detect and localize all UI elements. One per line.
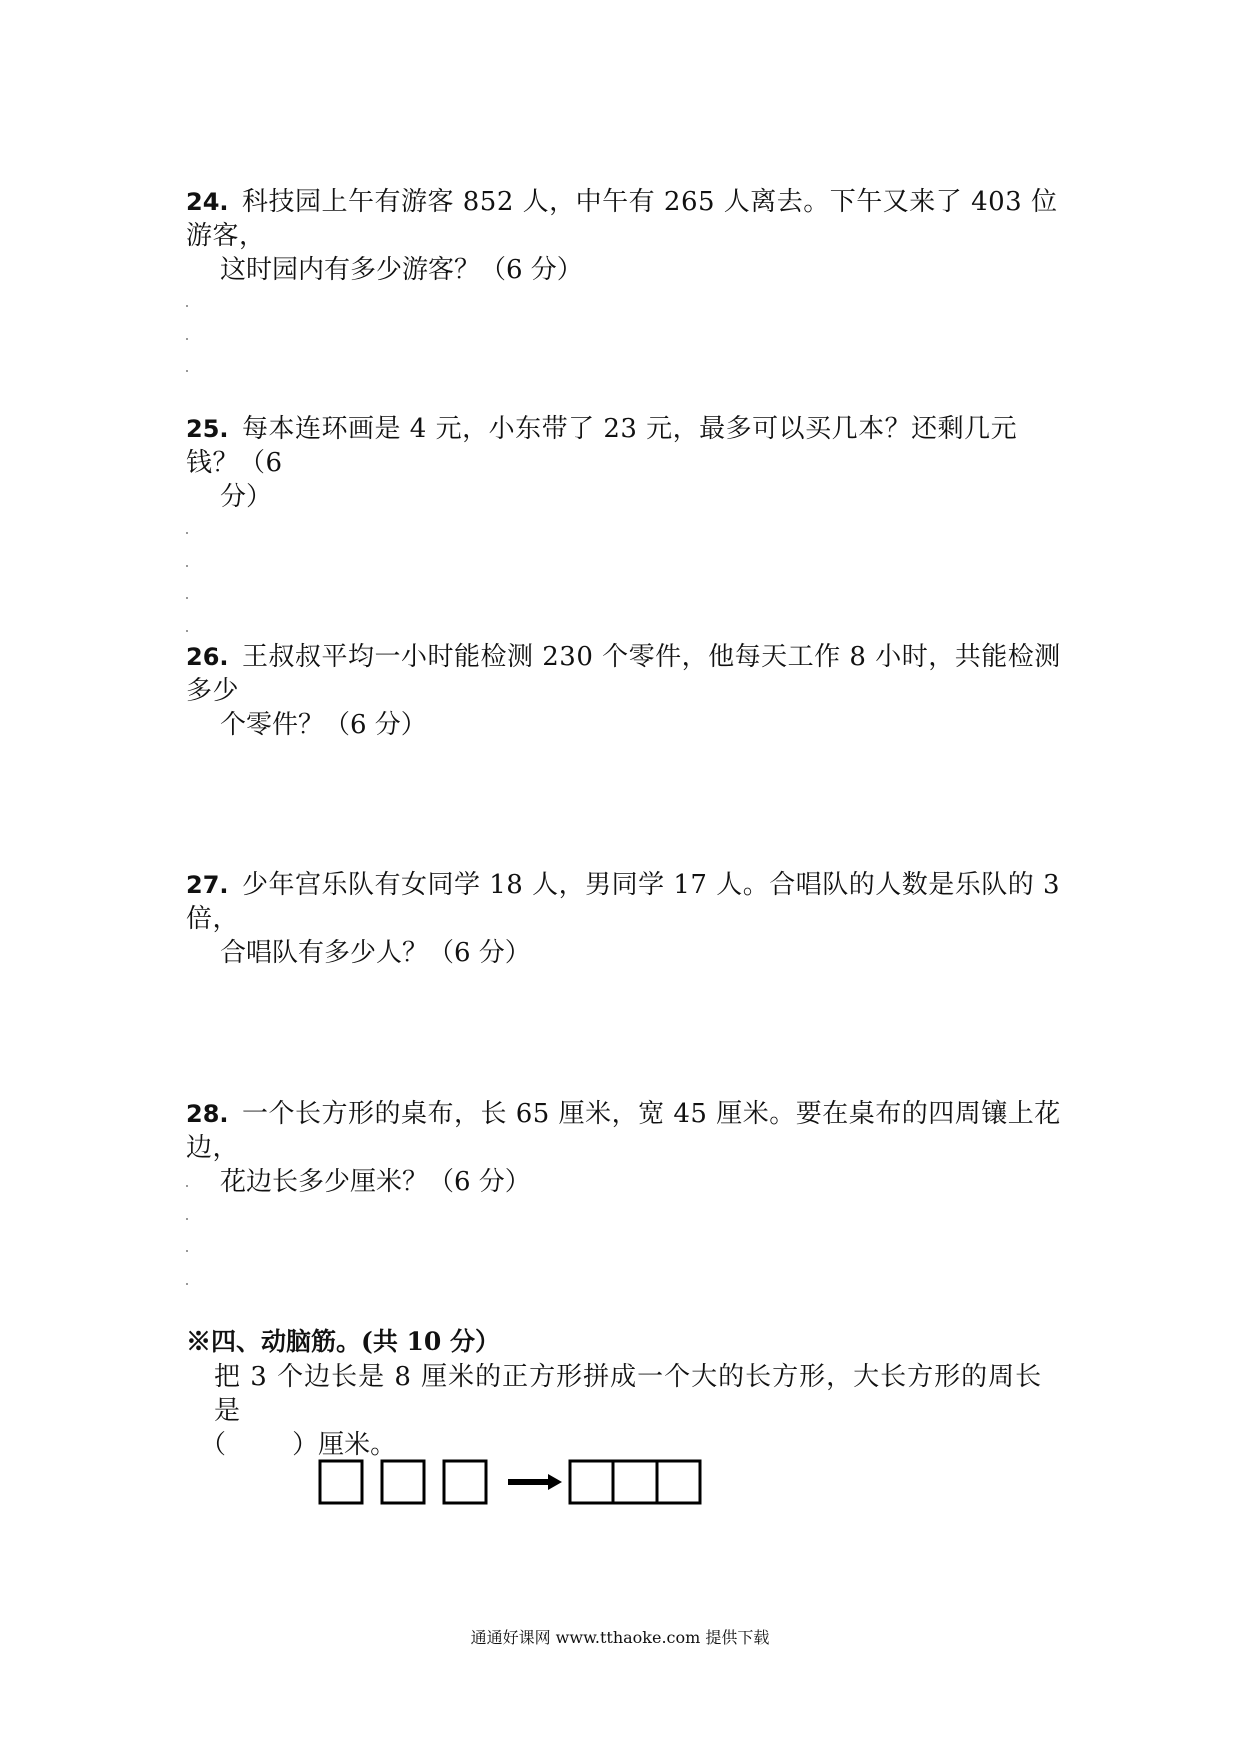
bonus-text-line2: （ ）厘米。 bbox=[200, 1430, 397, 1460]
scan-dot bbox=[186, 338, 188, 340]
scan-dot bbox=[186, 1250, 188, 1252]
square-3 bbox=[444, 1461, 486, 1503]
scan-dot bbox=[186, 370, 188, 372]
question-text-line2: 这时园内有多少游客？（6 分） bbox=[220, 255, 583, 285]
question-28 bbox=[186, 1097, 1066, 1199]
question-number: 25. bbox=[186, 415, 229, 443]
square-2 bbox=[382, 1461, 424, 1503]
scan-dot bbox=[186, 1283, 188, 1285]
question-25 bbox=[186, 412, 1066, 514]
bonus-text-line1: 把 3 个边长是 8 厘米的正方形拼成一个大的长方形，大长方形的周长是 bbox=[214, 1362, 1043, 1426]
question-number: 26. bbox=[186, 643, 229, 671]
question-text-line2: 分） bbox=[220, 482, 273, 512]
question-text-line1: 每本连环画是 4 元，小东带了 23 元，最多可以买几本？还剩几元钱？（6 bbox=[186, 414, 1018, 478]
question-text-line2: 合唱队有多少人？（6 分） bbox=[220, 938, 531, 968]
scan-dot bbox=[186, 1185, 188, 1187]
question-number: 28. bbox=[186, 1100, 229, 1128]
bonus-question bbox=[186, 1360, 1066, 1462]
square-1 bbox=[320, 1461, 362, 1503]
question-number: 27. bbox=[186, 871, 229, 899]
question-24 bbox=[186, 185, 1066, 287]
question-text-line2: 花边长多少厘米？（6 分） bbox=[220, 1167, 531, 1197]
combined-rectangle bbox=[570, 1461, 700, 1503]
footer-credit: 通通好课网 www.tthaoke.com 提供下载 bbox=[470, 1628, 770, 1647]
scan-dot bbox=[186, 532, 188, 534]
squares-figure bbox=[318, 1458, 718, 1506]
arrow-right-icon bbox=[508, 1474, 562, 1490]
scan-dot bbox=[186, 597, 188, 599]
question-text-line1: 科技园上午有游客 852 人，中午有 265 人离去。下午又来了 403 位游客， bbox=[186, 187, 1058, 251]
scan-dot bbox=[186, 1218, 188, 1220]
scan-dot bbox=[186, 305, 188, 307]
question-text-line2: 个零件？（6 分） bbox=[220, 710, 427, 740]
question-text-line1: 王叔叔平均一小时能检测 230 个零件，他每天工作 8 小时，共能检测多少 bbox=[186, 642, 1061, 706]
question-text-line1: 一个长方形的桌布，长 65 厘米，宽 45 厘米。要在桌布的四周镶上花边， bbox=[186, 1099, 1061, 1163]
question-number: 24. bbox=[186, 188, 229, 216]
scan-dot bbox=[186, 565, 188, 567]
question-26 bbox=[186, 640, 1066, 742]
question-27 bbox=[186, 868, 1066, 970]
question-text-line1: 少年宫乐队有女同学 18 人，男同学 17 人。合唱队的人数是乐队的 3 倍， bbox=[186, 870, 1061, 934]
section-title: ※四、动脑筋。(共 10 分） bbox=[186, 1327, 501, 1356]
scan-dot bbox=[186, 630, 188, 632]
